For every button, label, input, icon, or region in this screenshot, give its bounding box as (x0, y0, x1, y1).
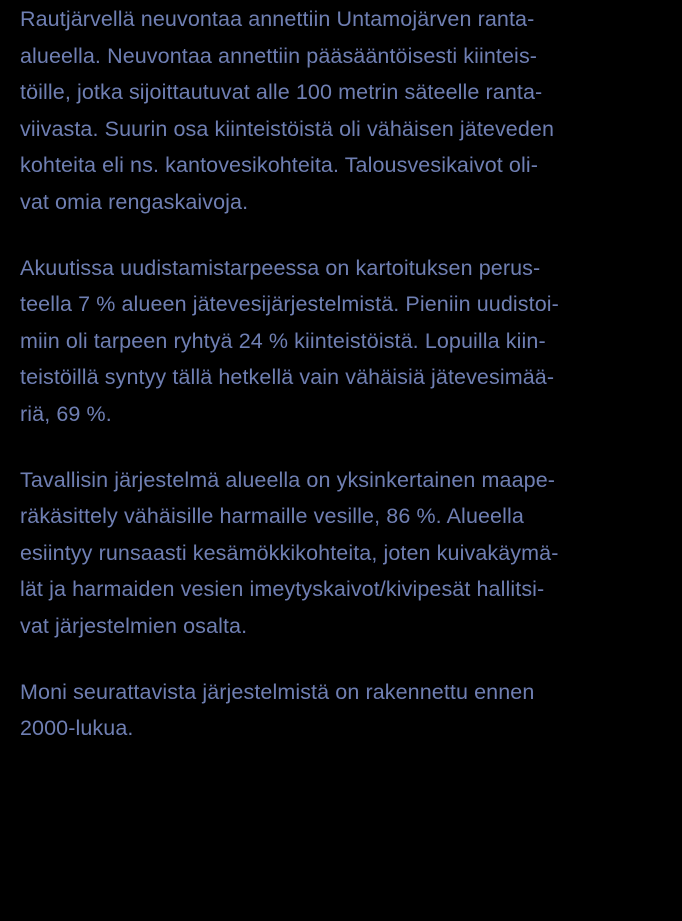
text-line: alueella. Neuvontaa annettiin pääsääntöisesti kiinteis- (20, 43, 538, 68)
paragraph-rakennusvuosi (20, 674, 670, 747)
text-line: viivasta. Suurin osa kiinteistöistä oli vähäisen jäteveden (20, 116, 555, 141)
text-line: vat omia rengaskaivoja. (20, 189, 249, 214)
text-line: Akuutissa uudistamistarpeessa on kartoituksen perus- (20, 255, 541, 280)
text-line: miin oli tarpeen ryhtyä 24 % kiinteistöistä. Lopuilla kiin- (20, 328, 546, 353)
text-line: vat järjestelmien osalta. (20, 613, 248, 638)
text-line: räkäsittely vähäisille harmaille vesille, 86 %. Alueella (20, 504, 524, 529)
text-line: teella 7 % alueen jätevesijärjestelmistä. Pieniin uudistoi- (20, 292, 559, 317)
text-line: teistöillä syntyy tällä hetkellä vain vähäisiä jätevesimää- (20, 365, 555, 390)
text-line: kohteita eli ns. kantovesikohteita. Talousvesikaivot oli- (20, 153, 538, 178)
text-line: Moni seurattavista järjestelmistä on rakennettu ennen (20, 679, 535, 704)
text-line: töille, jotka sijoittautuvat alle 100 metrin säteelle ranta- (20, 80, 543, 105)
text-line: riä, 69 %. (20, 401, 112, 426)
text-line: lät ja harmaiden vesien imeytyskaivot/kivipesät hallitsi- (20, 577, 545, 602)
text-line: esiintyy runsaasti kesämökkikohteita, joten kuivakäymä- (20, 540, 559, 565)
paragraph-jarjestelmat (20, 462, 670, 645)
text-line: 2000-lukua. (20, 716, 134, 741)
document-body (20, 1, 670, 747)
paragraph-neuvonta (20, 1, 670, 221)
text-line: Tavallisin järjestelmä alueella on yksinkertainen maape- (20, 467, 556, 492)
text-line: Rautjärvellä neuvontaa annettiin Untamojärven ranta- (20, 7, 535, 31)
paragraph-uudistamistarve (20, 250, 670, 433)
